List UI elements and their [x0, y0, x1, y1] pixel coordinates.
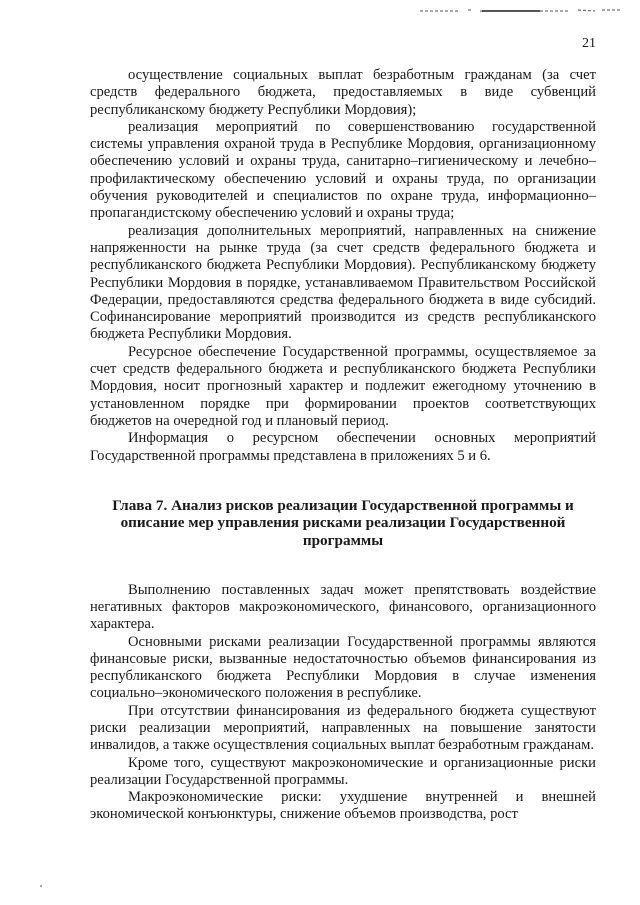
paragraph: Основными рисками реализации Государственной программы являются финансовые риски, вызванные недостаточностью объемов финансирования из республиканского бюджета Республики Мордовия в случае изменения социально–экономического положения в республике.: [90, 633, 596, 702]
paragraph: реализация дополнительных мероприятий, направленных на снижение напряженности на рынке труда (за счет средств федерального бюджета и республиканского бюджета Республики Мордовия). Республиканскому бюджету Республики Мордовия в порядке, устанавливаемом Правительством Российской Федерации, предоставляются средства федерального бюджета в виде субсидий. Софинансирование мероприятий производится из средств республиканского бюджета Республики Мордовия.: [90, 222, 596, 343]
paragraph: Выполнению поставленных задач может препятствовать воздействие негативных факторов макроэкономического, финансового, организационного характера.: [90, 581, 596, 633]
paragraph: Информация о ресурсном обеспечении основных мероприятий Государственной программы представлена в приложениях 5 и 6.: [90, 430, 596, 464]
paragraph: Макроэкономические риски: ухудшение внутренней и внешней экономической конъюнктуры, снижение объемов производства, рост: [90, 789, 596, 823]
scan-speck: [40, 885, 42, 887]
paragraph: осуществление социальных выплат безработным гражданам (за счет средств федерального бюджета, предоставляемых в виде субвенций республиканскому бюджету Республики Мордовия);: [90, 67, 596, 118]
paragraph: Ресурсное обеспечение Государственной программы, осуществляемое за счет средств федерального бюджета и республиканского бюджета Республики Мордовия, носит прогнозный характер и подлежит ежегодному уточнению в установленном порядке при формировании проектов соответствующих бюджетов на очередной год и плановый период.: [90, 343, 596, 429]
paragraph: При отсутствии финансирования из федерального бюджета существуют риски реализации мероприятий, направленных на повышение занятости инвалидов, а также осуществления социальных выплат безработным гражданам.: [90, 702, 596, 754]
document-body: [90, 67, 596, 824]
paragraph: реализация мероприятий по совершенствованию государственной системы управления охраной труда в Республике Мордовия, организационному обеспечению условий и охраны труда, санитарно–гигиеническому и лечебно–профилактическому обеспечению условий и охраны труда, по организации обучения руководителей и специалистов по охране труда, информационно–пропагандистскому обеспечению условий и охраны труда;: [90, 118, 596, 222]
chapter-heading: Глава 7. Анализ рисков реализации Государственной программы и описание мер управления рисками реализации Государственной программы: [112, 496, 574, 550]
page-number: 21: [582, 36, 596, 51]
scan-artifact-mark: [420, 8, 620, 14]
paragraph: Кроме того, существуют макроэкономические и организационные риски реализации Государственной программы.: [90, 754, 596, 788]
